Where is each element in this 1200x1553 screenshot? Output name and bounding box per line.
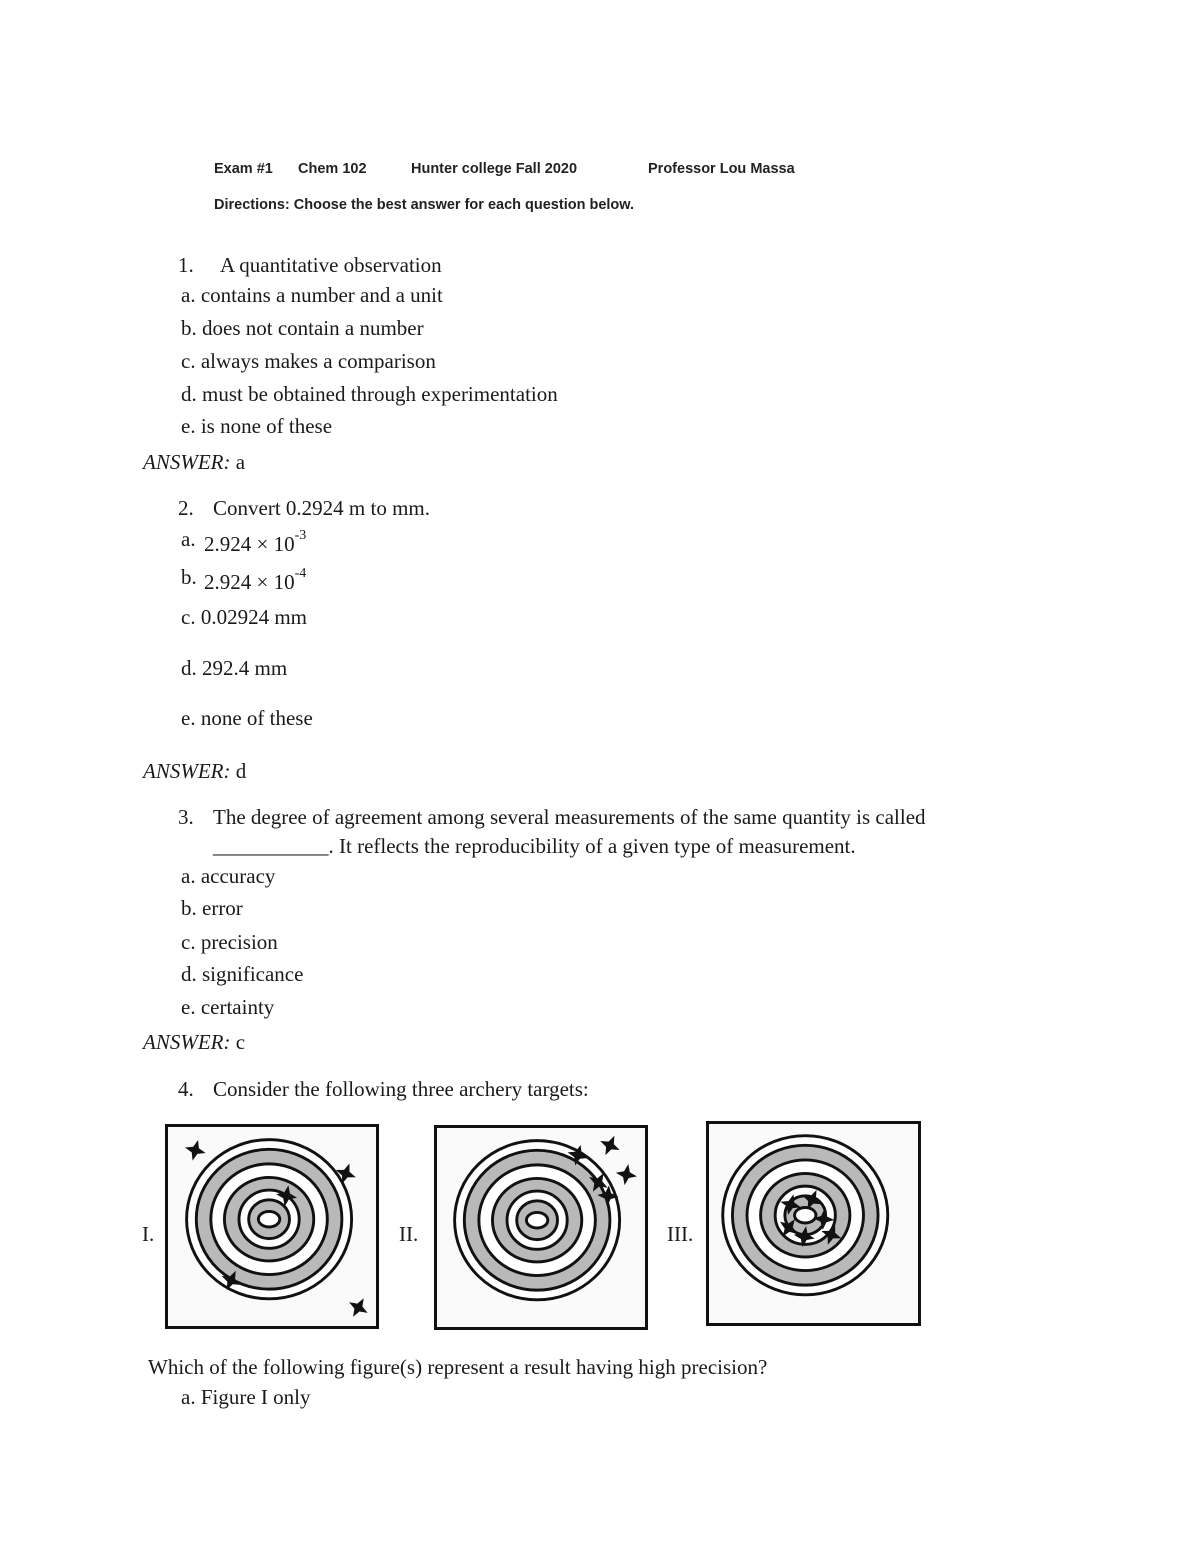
q3-number: 3.: [178, 805, 194, 829]
q1-stem: A quantitative observation: [220, 253, 442, 277]
q3-option-d: d. significance: [181, 962, 304, 986]
q2-option-a-letter: a.: [181, 527, 196, 551]
q1-option-c: c. always makes a comparison: [181, 349, 436, 373]
target-label-1: I.: [142, 1222, 155, 1246]
q3-option-a: a. accuracy: [181, 864, 276, 888]
q1-number: 1.: [178, 253, 194, 277]
q2-option-e: e. none of these: [181, 706, 313, 730]
target-2-drawing: [437, 1128, 645, 1327]
archery-target-2: [434, 1125, 648, 1330]
q4-number: 4.: [178, 1077, 194, 1101]
q4-option-a: a. Figure I only: [181, 1385, 311, 1409]
q2-answer: [143, 759, 246, 784]
q3-answer-label: ANSWER:: [143, 1030, 231, 1054]
q3-option-b: b. error: [181, 896, 243, 920]
target-3-drawing: [709, 1124, 918, 1323]
q2-answer-value: d: [235, 759, 247, 783]
q3-option-e: e. certainty: [181, 995, 275, 1019]
archery-target-3: [706, 1121, 921, 1326]
q4-question: Which of the following figure(s) represent a result having high precision?: [148, 1355, 768, 1379]
target-1-drawing: [168, 1127, 376, 1326]
q2-option-b-base: 2.924 × 10: [204, 570, 295, 594]
q2-option-d: d. 292.4 mm: [181, 656, 288, 680]
professor-name: Professor Lou Massa: [648, 161, 795, 177]
q3-stem-line2: ___________. It reflects the reproducibility of a given type of measurement.: [213, 834, 856, 858]
q2-option-a-base: 2.924 × 10: [204, 532, 295, 556]
school-term: Hunter college Fall 2020: [411, 161, 578, 177]
directions: Directions: Choose the best answer for each question below.: [214, 197, 635, 213]
q1-answer-value: a: [235, 450, 246, 474]
q1-option-a: a. contains a number and a unit: [181, 283, 443, 307]
q4-stem: Consider the following three archery targets:: [213, 1077, 589, 1101]
exam-number: Exam #1: [214, 161, 273, 177]
q3-answer: [143, 1030, 245, 1055]
q1-option-b: b. does not contain a number: [181, 316, 424, 340]
q1-option-e: e. is none of these: [181, 414, 333, 438]
q2-answer-label: ANSWER:: [143, 759, 231, 783]
course-code: Chem 102: [298, 161, 367, 177]
q2-stem: Convert 0.2924 m to mm.: [213, 496, 430, 520]
q2-option-b-letter: b.: [181, 565, 197, 589]
q3-stem-line1: The degree of agreement among several measurements of the same quantity is called: [213, 805, 926, 829]
q3-option-c: c. precision: [181, 930, 278, 954]
q2-option-b: [204, 566, 307, 594]
q1-answer: [143, 450, 245, 475]
archery-target-1: [165, 1124, 379, 1329]
q3-answer-value: c: [235, 1030, 246, 1054]
q1-option-d: d. must be obtained through experimentation: [181, 382, 558, 406]
target-label-3: III.: [667, 1222, 694, 1246]
q2-option-a: [204, 528, 307, 556]
q2-option-c: c. 0.02924 mm: [181, 605, 307, 629]
q2-number: 2.: [178, 496, 194, 520]
q2-option-a-exp: -3: [294, 528, 307, 543]
target-label-2: II.: [399, 1222, 419, 1246]
q2-option-b-exp: -4: [294, 566, 307, 581]
q1-answer-label: ANSWER:: [143, 450, 231, 474]
